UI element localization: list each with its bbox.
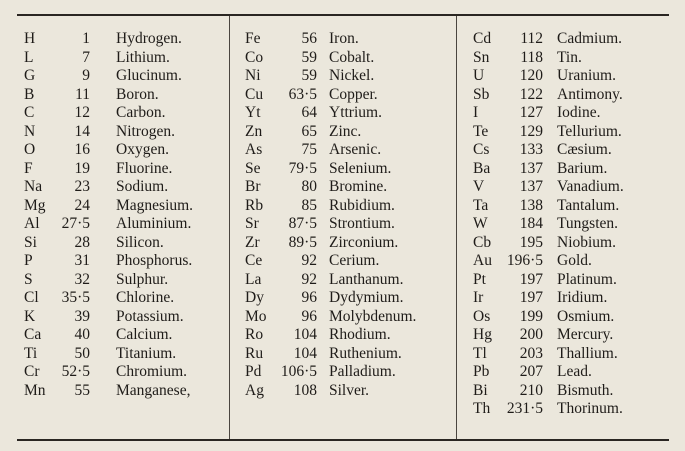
table-row: [473, 308, 624, 327]
table-row: [24, 123, 193, 142]
atomic-weight: 28: [74, 233, 90, 251]
atomic-weight: 59: [301, 67, 317, 85]
element-symbol: Pt: [473, 270, 486, 288]
table-row: [24, 363, 193, 382]
table-row: [245, 215, 416, 234]
element-symbol: Na: [24, 178, 43, 196]
element-symbol: Os: [473, 307, 491, 325]
element-symbol: Ca: [24, 326, 42, 344]
atomic-weight: 137: [519, 178, 543, 196]
element-symbol: Th: [473, 400, 491, 418]
element-name: Lithium.: [116, 48, 170, 66]
element-name: Palladium.: [329, 363, 396, 381]
atomic-weight: 122: [519, 85, 543, 103]
element-symbol: W: [473, 215, 488, 233]
element-symbol: Pd: [245, 363, 262, 381]
element-name: Chlorine.: [116, 289, 175, 307]
table-row: [24, 345, 193, 364]
element-symbol: Yt: [245, 104, 261, 122]
table-row: [245, 123, 416, 142]
element-name: Mercury.: [557, 326, 614, 344]
element-symbol: Mg: [24, 196, 46, 214]
atomic-weight: 196·5: [506, 252, 543, 270]
atomic-weight: 127: [519, 104, 543, 122]
element-name: Uranium.: [557, 67, 616, 85]
element-symbol: Se: [245, 159, 261, 177]
element-name: Cadmium.: [557, 30, 623, 48]
element-symbol: Sb: [473, 85, 490, 103]
atomic-weight: 19: [74, 159, 90, 177]
table-row: [473, 30, 624, 49]
atomic-weight: 75: [301, 141, 317, 159]
table-row: [473, 215, 624, 234]
element-symbol: Ir: [473, 289, 484, 307]
table-row: [245, 345, 416, 364]
element-name: Titanium.: [116, 344, 177, 362]
table-row: [245, 160, 416, 179]
element-symbol: G: [24, 67, 36, 85]
table-row: [473, 86, 624, 105]
element-symbol: Te: [473, 122, 489, 140]
table-row: [473, 123, 624, 142]
atomic-weight: 39: [74, 307, 90, 325]
table-row: [24, 104, 193, 123]
atomic-weight: 59: [301, 48, 317, 66]
table-row: [473, 345, 624, 364]
element-symbol: U: [473, 67, 485, 85]
atomic-weight: 9: [82, 67, 90, 85]
table-row: [245, 234, 416, 253]
element-name: Strontium.: [329, 215, 395, 233]
element-name: Boron.: [116, 85, 159, 103]
table-row: [473, 234, 624, 253]
element-symbol: Cl: [24, 289, 39, 307]
table-row: [245, 289, 416, 308]
element-symbol: La: [245, 270, 262, 288]
table-row: [473, 326, 624, 345]
element-name: Lead.: [557, 363, 592, 381]
table-row: [24, 271, 193, 290]
element-name: Rhodium.: [329, 326, 391, 344]
element-name: Niobium.: [557, 233, 616, 251]
atomic-weight: 104: [293, 326, 317, 344]
atomic-weight: 23: [74, 178, 90, 196]
element-name: Bromine.: [329, 178, 388, 196]
element-symbol: Mo: [245, 307, 267, 325]
element-name: Fluorine.: [116, 159, 173, 177]
element-name: Chromium.: [116, 363, 188, 381]
element-name: Zinc.: [329, 122, 362, 140]
element-symbol: Zn: [245, 122, 263, 140]
table-row: [24, 326, 193, 345]
element-symbol: Cr: [24, 363, 40, 381]
table-row: [24, 178, 193, 197]
atomic-weight: 137: [519, 159, 543, 177]
element-symbol: Cd: [473, 30, 492, 48]
atomic-weight: 199: [519, 307, 543, 325]
element-name: Rubidium.: [329, 196, 395, 214]
atomic-weight: 40: [74, 326, 90, 344]
atomic-weight: 129: [519, 122, 543, 140]
element-column-1: [24, 30, 193, 400]
table-row: [245, 308, 416, 327]
atomic-weight: 197: [519, 270, 543, 288]
table-row: [24, 197, 193, 216]
element-symbol: Ni: [245, 67, 261, 85]
atomic-weight: 7: [82, 48, 90, 66]
table-row: [245, 178, 416, 197]
element-symbol: Ag: [245, 381, 264, 399]
element-name: Yttrium.: [329, 104, 382, 122]
element-name: Bismuth.: [557, 381, 614, 399]
table-row: [245, 104, 416, 123]
atomic-weight: 138: [519, 196, 543, 214]
element-symbol: N: [24, 122, 36, 140]
element-name: Phosphorus.: [116, 252, 193, 270]
element-symbol: L: [24, 48, 34, 66]
atomic-weight: 24: [74, 196, 90, 214]
table-row: [24, 67, 193, 86]
table-row: [245, 326, 416, 345]
atomic-weight: 197: [519, 289, 543, 307]
atomic-weight: 96: [301, 307, 317, 325]
element-name: Sulphur.: [116, 270, 169, 288]
table-row: [245, 363, 416, 382]
atomic-weight: 92: [301, 252, 317, 270]
element-symbol: Sr: [245, 215, 259, 233]
element-symbol: Cs: [473, 141, 490, 159]
element-symbol: Mn: [24, 381, 46, 399]
element-name: Nickel.: [329, 67, 375, 85]
table-row: [473, 252, 624, 271]
element-name: Cæsium.: [557, 141, 612, 159]
atomic-weight: 108: [293, 381, 317, 399]
element-name: Thallium.: [557, 344, 618, 362]
element-symbol: B: [24, 85, 35, 103]
atomic-weight: 65: [301, 122, 317, 140]
table-row: [473, 49, 624, 68]
atomic-weight: 32: [74, 270, 90, 288]
element-name: Platinum.: [557, 270, 617, 288]
table-row: [473, 382, 624, 401]
atomic-weight: 35·5: [61, 289, 90, 307]
element-name: Copper.: [329, 85, 378, 103]
table-row: [24, 308, 193, 327]
table-row: [24, 141, 193, 160]
table-row: [24, 252, 193, 271]
atomic-weight: 106·5: [280, 363, 317, 381]
element-symbol: Cu: [245, 85, 264, 103]
table-row: [245, 49, 416, 68]
bottom-rule: [17, 439, 669, 441]
atomic-weight: 207: [519, 363, 543, 381]
atomic-weight: 195: [519, 233, 543, 251]
atomic-weight: 133: [519, 141, 543, 159]
atomic-weight: 80: [301, 178, 317, 196]
atomic-weight: 85: [301, 196, 317, 214]
table-row: [245, 252, 416, 271]
atomic-weight: 56: [301, 30, 317, 48]
table-row: [245, 141, 416, 160]
element-symbol: Co: [245, 48, 264, 66]
atomic-weight: 203: [519, 344, 543, 362]
element-name: Glucinum.: [116, 67, 182, 85]
table-row: [245, 271, 416, 290]
element-symbol: I: [473, 104, 479, 122]
element-name: Molybdenum.: [329, 307, 417, 325]
element-name: Vanadium.: [557, 178, 624, 196]
element-symbol: Ru: [245, 344, 264, 362]
element-name: Zirconium.: [329, 233, 399, 251]
element-name: Hydrogen.: [116, 30, 182, 48]
element-symbol: Zr: [245, 233, 260, 251]
element-symbol: Ba: [473, 159, 491, 177]
atomic-weight: 14: [74, 122, 90, 140]
element-name: Ruthenium.: [329, 344, 402, 362]
atomic-weight: 96: [301, 289, 317, 307]
atomic-weight: 92: [301, 270, 317, 288]
element-name: Arsenic.: [329, 141, 382, 159]
element-symbol: Ta: [473, 196, 489, 214]
atomic-weight: 210: [519, 381, 543, 399]
table-row: [473, 363, 624, 382]
element-name: Oxygen.: [116, 141, 169, 159]
table-row: [473, 141, 624, 160]
table-row: [24, 234, 193, 253]
atomic-weight: 52·5: [61, 363, 90, 381]
element-column-2: [245, 30, 416, 400]
table-row: [245, 67, 416, 86]
atomic-weight: 27·5: [61, 215, 90, 233]
column-divider-1: [229, 16, 230, 439]
element-name: Tin.: [557, 48, 582, 66]
table-row: [473, 197, 624, 216]
element-symbol: C: [24, 104, 35, 122]
table-row: [473, 160, 624, 179]
atomic-weight: 50: [74, 344, 90, 362]
atomic-weight: 184: [519, 215, 543, 233]
element-name: Thorinum.: [557, 400, 623, 418]
element-symbol: K: [24, 307, 36, 325]
element-symbol: Au: [473, 252, 492, 270]
element-name: Barium.: [557, 159, 608, 177]
element-symbol: As: [245, 141, 263, 159]
atomic-weight: 12: [74, 104, 90, 122]
element-name: Osmium.: [557, 307, 615, 325]
atomic-weight: 118: [520, 48, 543, 66]
table-row: [24, 289, 193, 308]
element-symbol: Ti: [24, 344, 38, 362]
atomic-weight: 200: [519, 326, 543, 344]
element-name: Cobalt.: [329, 48, 375, 66]
element-symbol: H: [24, 30, 36, 48]
atomic-weight: 79·5: [288, 159, 317, 177]
top-rule: [17, 14, 669, 16]
element-symbol: F: [24, 159, 33, 177]
atomic-weight: 31: [74, 252, 90, 270]
element-symbol: Si: [24, 233, 37, 251]
table-row: [24, 160, 193, 179]
element-name: Potassium.: [116, 307, 184, 325]
element-symbol: Tl: [473, 344, 487, 362]
atomic-weight: 11: [75, 85, 90, 103]
table-row: [473, 67, 624, 86]
atomic-weight: 112: [520, 30, 543, 48]
element-symbol: P: [24, 252, 33, 270]
element-symbol: Fe: [245, 30, 261, 48]
element-name: Dydymium.: [329, 289, 404, 307]
element-name: Lanthanum.: [329, 270, 404, 288]
atomic-weight: 64: [301, 104, 317, 122]
table-row: [473, 104, 624, 123]
table-row: [245, 382, 416, 401]
element-name: Antimony.: [557, 85, 623, 103]
atomic-weight: 231·5: [506, 400, 543, 418]
element-name: Silicon.: [116, 233, 164, 251]
element-symbol: Br: [245, 178, 261, 196]
element-symbol: Cb: [473, 233, 492, 251]
table-row: [24, 49, 193, 68]
table-row: [24, 30, 193, 49]
atomic-weight: 55: [74, 381, 90, 399]
element-name: Iridium.: [557, 289, 608, 307]
atomic-weight: 89·5: [288, 233, 317, 251]
atomic-weight: 1: [82, 30, 90, 48]
element-name: Calcium.: [116, 326, 173, 344]
element-symbol: Al: [24, 215, 40, 233]
atomic-weight: 16: [74, 141, 90, 159]
atomic-weight: 120: [519, 67, 543, 85]
table-row: [473, 178, 624, 197]
table-row: [473, 271, 624, 290]
element-symbol: O: [24, 141, 36, 159]
table-row: [473, 289, 624, 308]
element-name: Iodine.: [557, 104, 601, 122]
element-name: Selenium.: [329, 159, 392, 177]
element-name: Silver.: [329, 381, 370, 399]
element-name: Sodium.: [116, 178, 169, 196]
element-symbol: Rb: [245, 196, 264, 214]
element-symbol: Pb: [473, 363, 490, 381]
element-name: Tellurium.: [557, 122, 622, 140]
element-symbol: Ce: [245, 252, 263, 270]
table-row: [245, 86, 416, 105]
element-symbol: S: [24, 270, 33, 288]
table-row: [24, 86, 193, 105]
element-symbol: Ro: [245, 326, 264, 344]
column-divider-2: [456, 16, 457, 439]
element-name: Manganese,: [116, 381, 191, 399]
atomic-weight: 104: [293, 344, 317, 362]
table-row: [245, 30, 416, 49]
element-name: Tantalum.: [557, 196, 620, 214]
table-row: [473, 400, 624, 419]
element-symbol: Bi: [473, 381, 488, 399]
table-row: [24, 215, 193, 234]
element-name: Magnesium.: [116, 196, 194, 214]
table-row: [24, 382, 193, 401]
element-name: Gold.: [557, 252, 592, 270]
element-symbol: Hg: [473, 326, 492, 344]
atomic-weight: 63·5: [288, 85, 317, 103]
element-symbol: Dy: [245, 289, 264, 307]
element-name: Carbon.: [116, 104, 166, 122]
element-column-3: [473, 30, 624, 419]
element-name: Aluminium.: [116, 215, 192, 233]
element-name: Cerium.: [329, 252, 380, 270]
element-symbol: V: [473, 178, 485, 196]
element-name: Iron.: [329, 30, 359, 48]
element-symbol: Sn: [473, 48, 490, 66]
element-name: Nitrogen.: [116, 122, 175, 140]
element-name: Tungsten.: [557, 215, 619, 233]
table-row: [245, 197, 416, 216]
atomic-weight: 87·5: [288, 215, 317, 233]
